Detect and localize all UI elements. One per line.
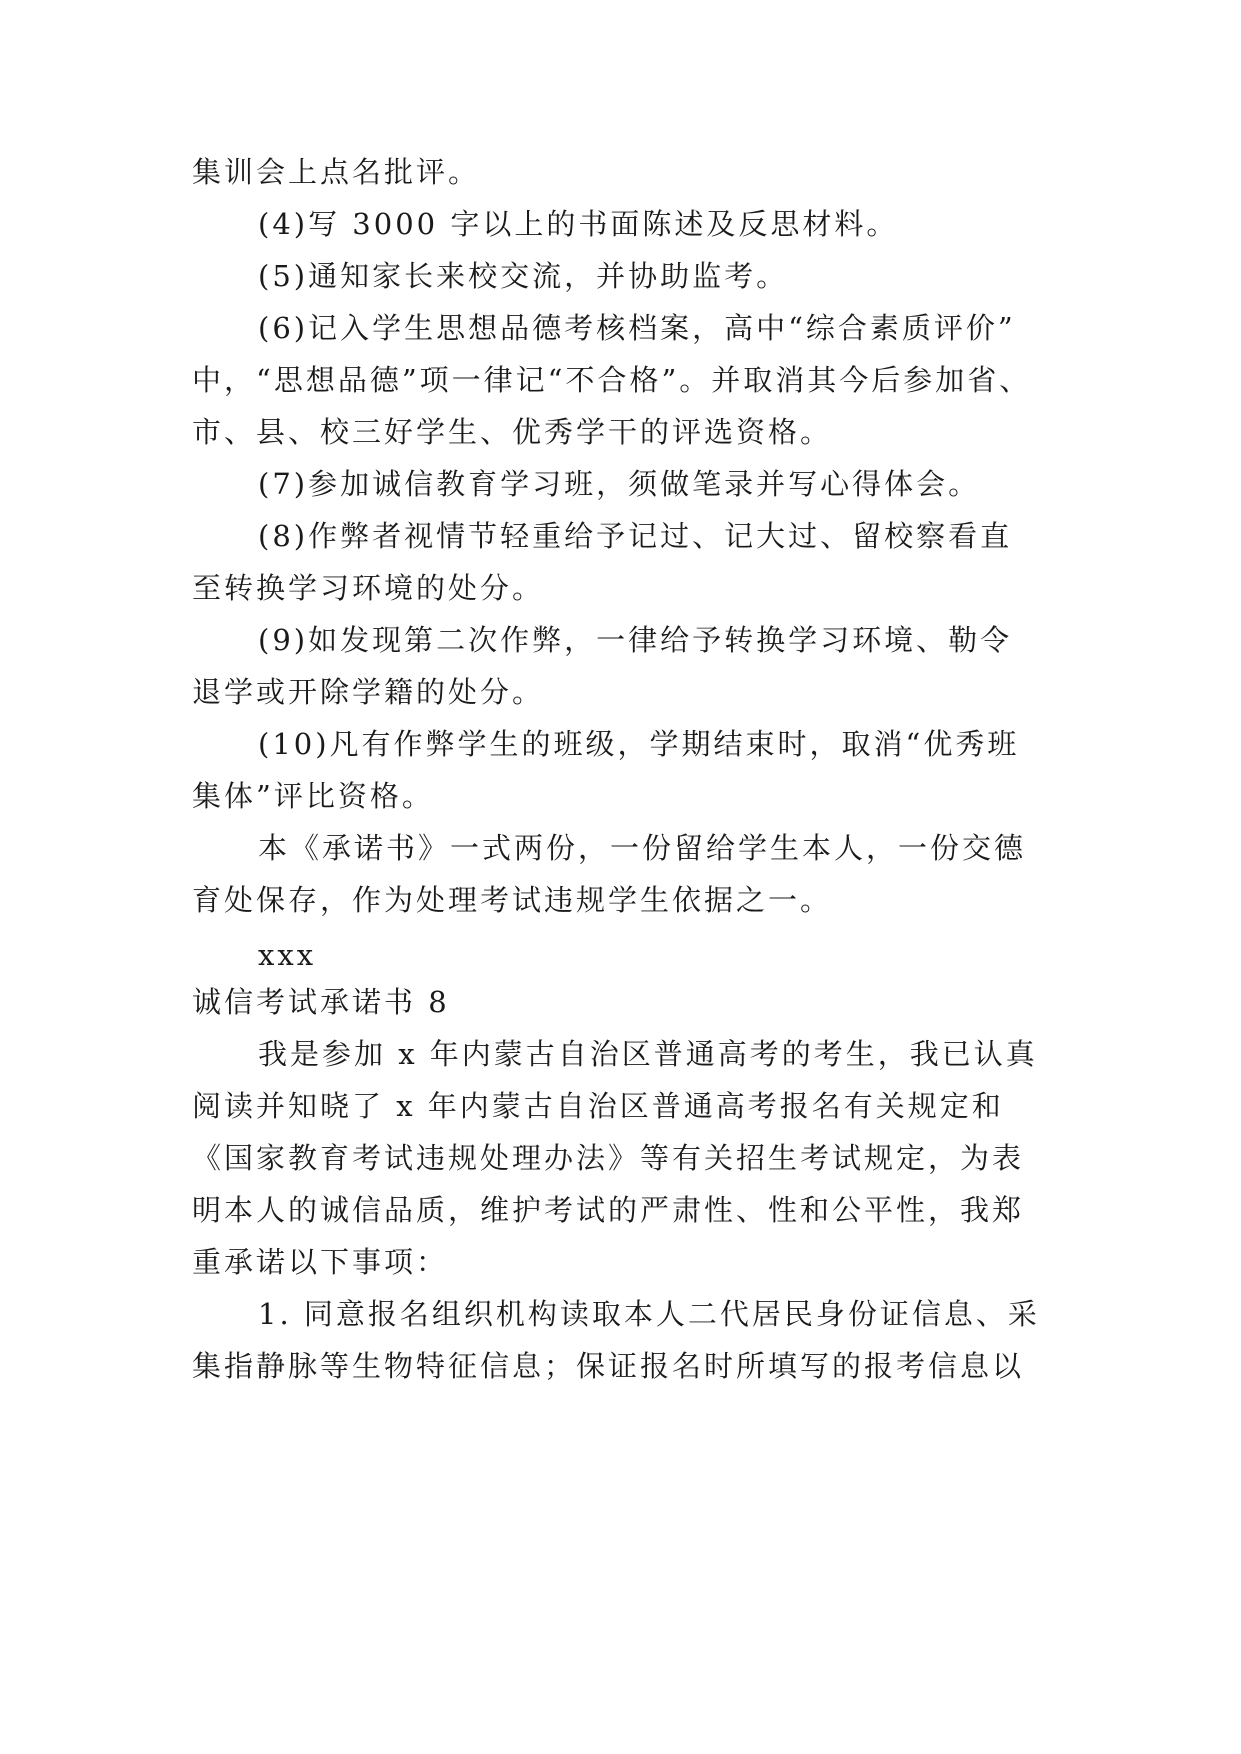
signature-line: xxx [258,938,317,972]
text-line: 重承诺以下事项： [192,1245,449,1279]
text-line: 集训会上点名批评。 [192,155,481,189]
text-line: (6)记入学生思想品德考核档案，高中“综合素质评价” [258,311,1016,345]
text-line: 阅读并知晓了 x 年内蒙古自治区普通高考报名有关规定和 [192,1089,1004,1123]
text-line: 集指静脉等生物特征信息；保证报名时所填写的报考信息以 [192,1349,1025,1383]
text-line: (10)凡有作弊学生的班级，学期结束时，取消“优秀班 [258,727,1020,761]
text-line: 1. 同意报名组织机构读取本人二代居民身份证信息、采 [258,1297,1040,1331]
text-line: (7)参加诚信教育学习班，须做笔录并写心得体会。 [258,467,981,501]
text-line: (4)写 3000 字以上的书面陈述及反思材料。 [258,207,899,241]
text-line: 本《承诺书》一式两份，一份留给学生本人，一份交德 [258,831,1027,865]
text-line: 明本人的诚信品质，维护考试的严肃性、性和公平性，我郑 [192,1193,1025,1227]
text-line: 中，“思想品德”项一律记“不合格”。并取消其今后参加省、 [192,363,1032,397]
text-line: 集体”评比资格。 [192,779,434,813]
text-line: (9)如发现第二次作弊，一律给予转换学习环境、勒令 [258,623,1013,657]
text-line: 至转换学习环境的处分。 [192,571,545,605]
text-line: (8)作弊者视情节轻重给予记过、记大过、留校察看直 [258,519,1013,553]
text-line: (5)通知家长来校交流，并协助监考。 [258,259,789,293]
text-line: 《国家教育考试违规处理办法》等有关招生考试规定，为表 [192,1141,1025,1175]
text-line: 市、县、校三好学生、优秀学干的评选资格。 [192,415,833,449]
text-line: 育处保存，作为处理考试违规学生依据之一。 [192,883,833,917]
text-line: 我是参加 x 年内蒙古自治区普通高考的考生，我已认真 [258,1037,1038,1071]
text-line: 退学或开除学籍的处分。 [192,675,545,709]
section-heading: 诚信考试承诺书 8 [192,985,450,1019]
